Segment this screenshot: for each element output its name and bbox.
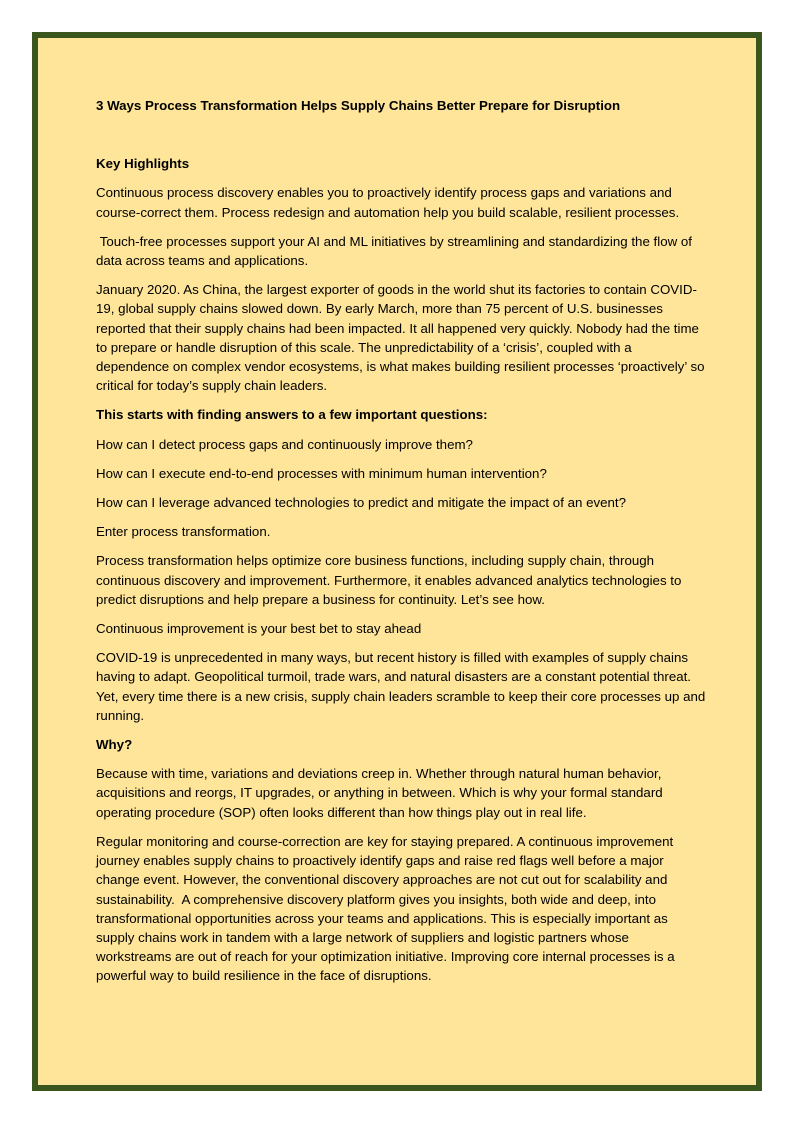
highlight-paragraph-1: Continuous process discovery enables you to proactively identify process gaps and variations and course-correct them. Process redesign and automation help you build scalable, resilient processes. bbox=[96, 185, 680, 220]
enter-line: Enter process transformation. bbox=[96, 524, 271, 540]
why-heading: Why? bbox=[96, 737, 133, 753]
intro-paragraph: January 2020. As China, the largest exporter of goods in the world shut its factories to contain COVID-19, global supply chains slowed down. By early March, more than 75 percent of U.S. businesses reported that their supply chains had been impacted. It all happened very quickly. Nobody had the time to prepare or handle disruption of this scale. The unpredictability of a ‘crisis’, coupled with a dependence on complex vendor ecosystems, is what makes building resilient processes ‘proactively’ so critical for today’s supply chain leaders. bbox=[96, 282, 705, 394]
document-body bbox=[96, 96, 706, 996]
questions-heading: This starts with finding answers to a few important questions: bbox=[96, 407, 488, 423]
highlight-paragraph-2: Touch-free processes support your AI and ML initiatives by streamlining and standardizing the flow of data across teams and applications. bbox=[96, 233, 696, 269]
document-title: 3 Ways Process Transformation Helps Supply Chains Better Prepare for Disruption bbox=[96, 98, 621, 113]
transformation-paragraph: Process transformation helps optimize core business functions, including supply chain, through continuous discovery and improvement. Furthermore, it enables advanced analytics technologies to predict disruptions and help prepare a business for continuity. Let’s see how. bbox=[96, 553, 682, 607]
why-paragraph: Because with time, variations and deviations creep in. Whether through natural human behavior, acquisitions and reorgs, IT upgrades, or anything in between. Which is why your formal standard operating procedure (SOP) often looks different than how things play out in real life. bbox=[96, 766, 663, 820]
covid-paragraph: COVID-19 is unprecedented in many ways, but recent history is filled with examples of supply chains having to adapt. Geopolitical turmoil, trade wars, and natural disasters are a constant potential threat. Yet, every time there is a new crisis, supply chain leaders scramble to keep their core processes up and running. bbox=[96, 650, 706, 723]
monitoring-paragraph: Regular monitoring and course-correction are key for staying prepared. A continuous improvement journey enables supply chains to proactively identify gaps and raise red flags well before a major change event. However, the conventional discovery approaches are not cut out for scalability and sustainability. A comprehensive discovery platform gives you insights, both wide and deep, into transformational opportunities across your teams and applications. This is especially important as supply chains work in tandem with a large network of suppliers and logistic partners whose workstreams are out of reach for your optimization initiative. Improving core internal processes is a powerful way to build resilience in the face of disruptions. bbox=[96, 833, 679, 984]
question-2: How can I execute end-to-end processes with minimum human intervention? bbox=[96, 465, 547, 481]
question-3: How can I leverage advanced technologies to predict and mitigate the impact of an event? bbox=[96, 495, 626, 511]
improvement-subheading: Continuous improvement is your best bet to stay ahead bbox=[96, 621, 422, 637]
key-highlights-heading: Key Highlights bbox=[96, 156, 190, 172]
question-1: How can I detect process gaps and continuously improve them? bbox=[96, 436, 473, 452]
